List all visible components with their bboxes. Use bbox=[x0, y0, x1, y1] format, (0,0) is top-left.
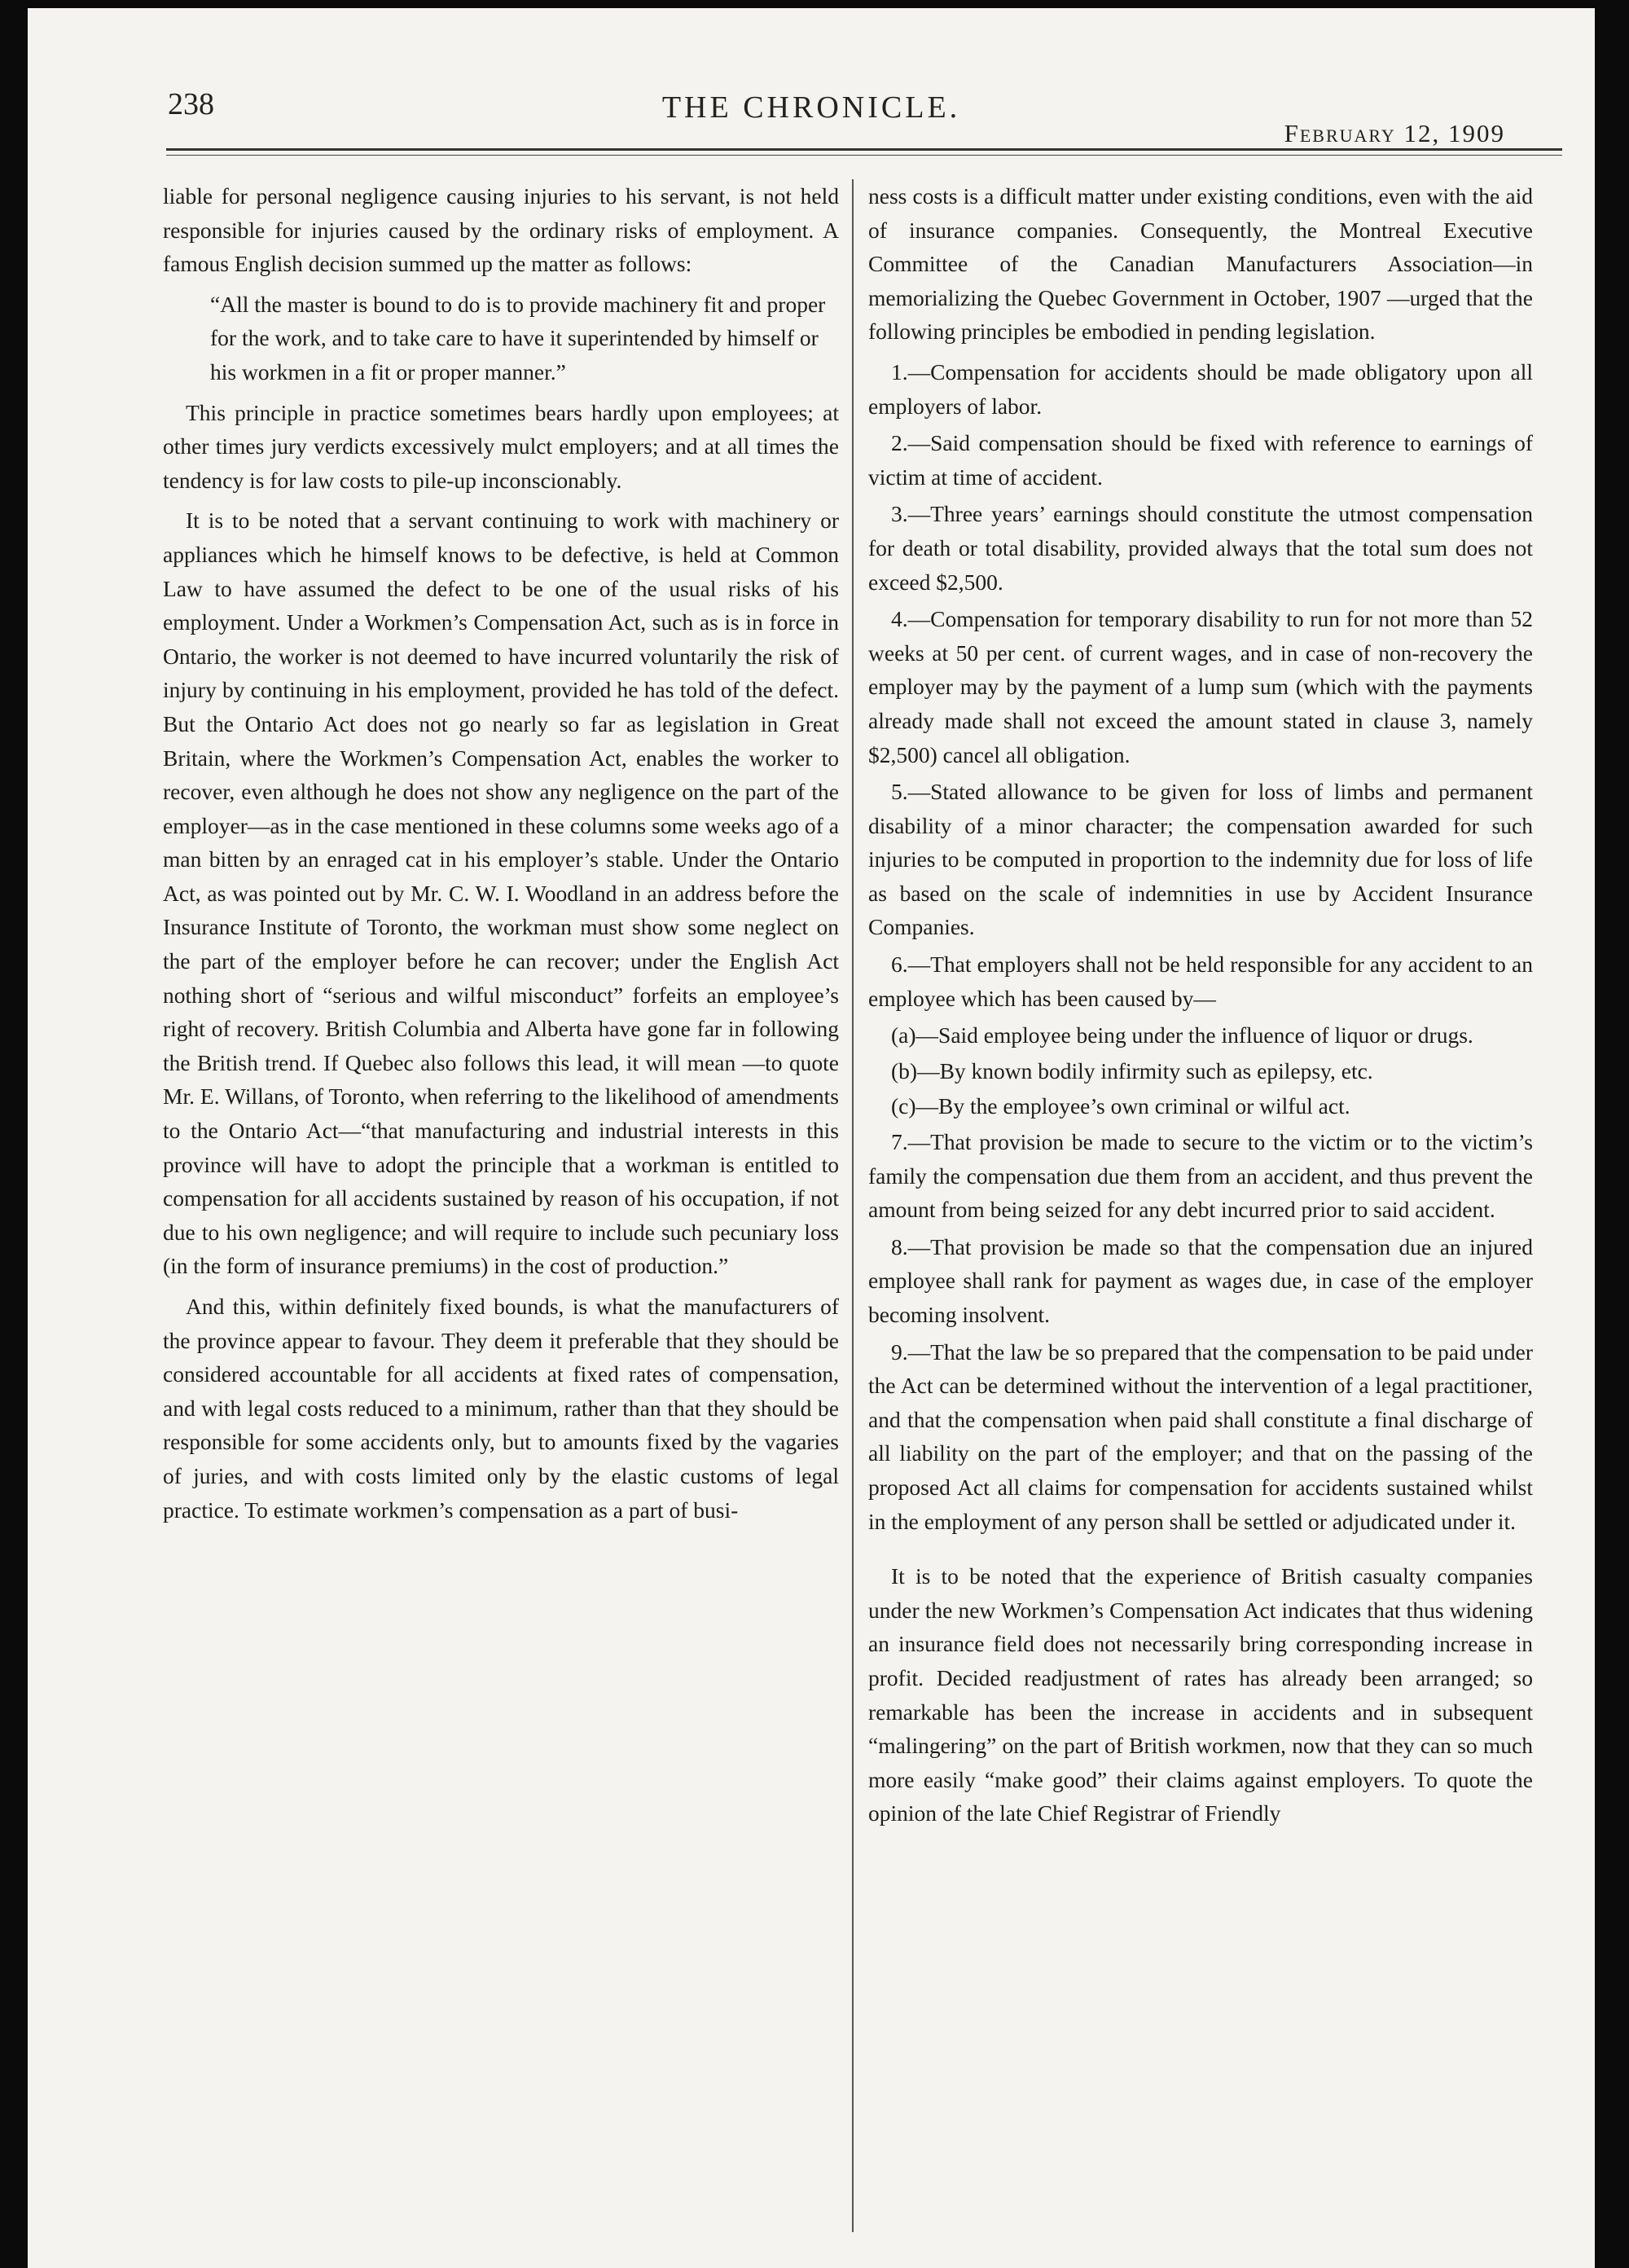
list-item: 8.—That provision be made so that the compensation due an injured employee shall rank for payment as wages due, in case of the employer becoming insolvent. bbox=[868, 1233, 1533, 1327]
column-divider bbox=[852, 179, 854, 2232]
list-item: 4.—Compensation for temporary disability to run for not more than 52 weeks at 50 per cent. of current wages, and in case of non-recovery the employer may by the payment of a lump sum (which with the payments already made shall not exceed the amount stated in clause 3, namely $2,500) cancel all obligation. bbox=[868, 606, 1533, 767]
paragraph: liable for personal negligence causing injuries to his servant, is not held responsible for injuries caused by the ordinary risks of employment. A famous English decision summed up the matter as follows: bbox=[163, 183, 839, 277]
page-number: 238 bbox=[168, 87, 214, 121]
block-quote: “All the master is bound to do is to provide machinery fit and proper for the work, and to take care to have it superintended by himself or his workmen in a fit or proper manner.” bbox=[210, 291, 826, 385]
right-column bbox=[868, 179, 1533, 2232]
paragraph: And this, within definitely fixed bounds, is what the manufacturers of the province appear to favour. They deem it preferable that they should be considered accountable for all accidents at fixed rates of compensation, and with legal costs reduced to a minimum, rather than that they should be responsible for some accidents only, but to amounts fixed by the vagaries of juries, and with costs limited only by the elastic customs of legal practice. To estimate workmen’s compensation as a part of busi- bbox=[163, 1294, 839, 1523]
sub-list-item: (b)—By known bodily infirmity such as epilepsy, etc. bbox=[891, 1057, 1373, 1083]
list-item: 1.—Compensation for accidents should be made obligatory upon all employers of labor. bbox=[868, 358, 1533, 419]
paragraph: It is to be noted that the experience of British casualty companies under the new Workmen’s Compensation Act indicates that thus widening an insurance field does not necessarily bring corresponding increase in profit. Decided readjustment of rates has already been arranged; so remarkable has been the increase in accidents and in subsequent “malingering” on the part of British workmen, now that they can so much more easily “make good” their claims against employers. To quote the opinion of the late Chief Registrar of Friendly bbox=[868, 1563, 1533, 1826]
list-item: 2.—Said compensation should be fixed with reference to earnings of victim at time of accident. bbox=[868, 430, 1533, 490]
journal-title: THE CHRONICLE. bbox=[661, 90, 961, 125]
list-item: 5.—Stated allowance to be given for loss of limbs and permanent disability of a minor character; the compensation awarded for such injuries to be computed in proportion to the indemnity due for loss of life as based on the scale of indemnities in use by Accident Insurance Companies. bbox=[868, 779, 1533, 940]
header-rule-thin bbox=[166, 155, 1562, 156]
list-item: 9.—That the law be so prepared that the compensation to be paid under the Act can be determined without the intervention of a legal practitioner, and that the compensation when paid shall constitute a final discharge of all liability on the part of the employer; and that on the passing of the proposed Act all claims for compensation for accidents sustained whilst in the employment of any person shall be settled or adjudicated under it. bbox=[868, 1338, 1533, 1534]
list-item: 3.—Three years’ earnings should constitute the utmost compensation for death or total disability, provided always that the total sum does not exceed $2,500. bbox=[868, 501, 1533, 595]
list-item: 7.—That provision be made to secure to the victim or to the victim’s family the compensation due them from an accident, and thus prevent the amount from being seized for any debt incurred prior to said accident. bbox=[868, 1129, 1533, 1223]
left-column bbox=[163, 179, 839, 2232]
paragraph: This principle in practice sometimes bears hardly upon employees; at other times jury verdicts excessively mulct employers; and at all times the tendency is for law costs to pile-up inconscionably. bbox=[163, 399, 839, 493]
page-header bbox=[28, 8, 1595, 163]
newspaper-page bbox=[28, 8, 1595, 2268]
issue-date: February 12, 1909 bbox=[1284, 119, 1505, 147]
paragraph: ness costs is a difficult matter under existing conditions, even with the aid of insurance companies. Consequently, the Montreal Executive Committee of the Canadian Manufacturers Association—in memorializing the Quebec Government in October, 1907 —urged that the following principles be embodied in pending legislation. bbox=[868, 183, 1533, 345]
list-item: 6.—That employers shall not be held responsible for any accident to an employee which has been caused by— bbox=[868, 952, 1533, 1011]
sub-list-item: (c)—By the employee’s own criminal or wilful act. bbox=[891, 1093, 1350, 1119]
header-rule bbox=[166, 148, 1562, 151]
paragraph: It is to be noted that a servant continuing to work with machinery or appliances which he himself knows to be defective, is held at Common Law to have assumed the defect to be one of the usual risks of his employment. Under a Workmen’s Compensation Act, such as is in force in Ontario, the worker is not deemed to have incurred voluntarily the risk of injury by continuing in his employment, provided he has told of the defect. But the Ontario Act does not go nearly so far as legislation in Great Britain, where the Workmen’s Compensation Act, enables the worker to recover, even although he does not show any negligence on the part of the employer—as in the case mentioned in these columns some weeks ago of a man bitten by an enraged cat in his employer’s stable. Under the Ontario Act, as was pointed out by Mr. C. W. I. Woodland in an address before the Insurance Institute of Toronto, the workman must show some neglect on the part of the employer before he can recover; under the English Act nothing short of “serious and wilful misconduct” forfeits an employee’s right of recovery. British Columbia and Alberta have gone far in following the British trend. If Quebec also follows this lead, it will mean —to quote Mr. E. Willans, of Toronto, when referring to the likelihood of amendments to the Ontario Act—“that manufacturing and industrial interests in this province will have to adopt the principle that a workman is entitled to compensation for all accidents sustained by reason of his occupation, if not due to his own negligence; and will require to include such pecuniary loss (in the form of insurance premiums) in the cost of production.” bbox=[163, 508, 839, 1279]
sub-list-item: (a)—Said employee being under the influence of liquor or drugs. bbox=[891, 1022, 1473, 1048]
